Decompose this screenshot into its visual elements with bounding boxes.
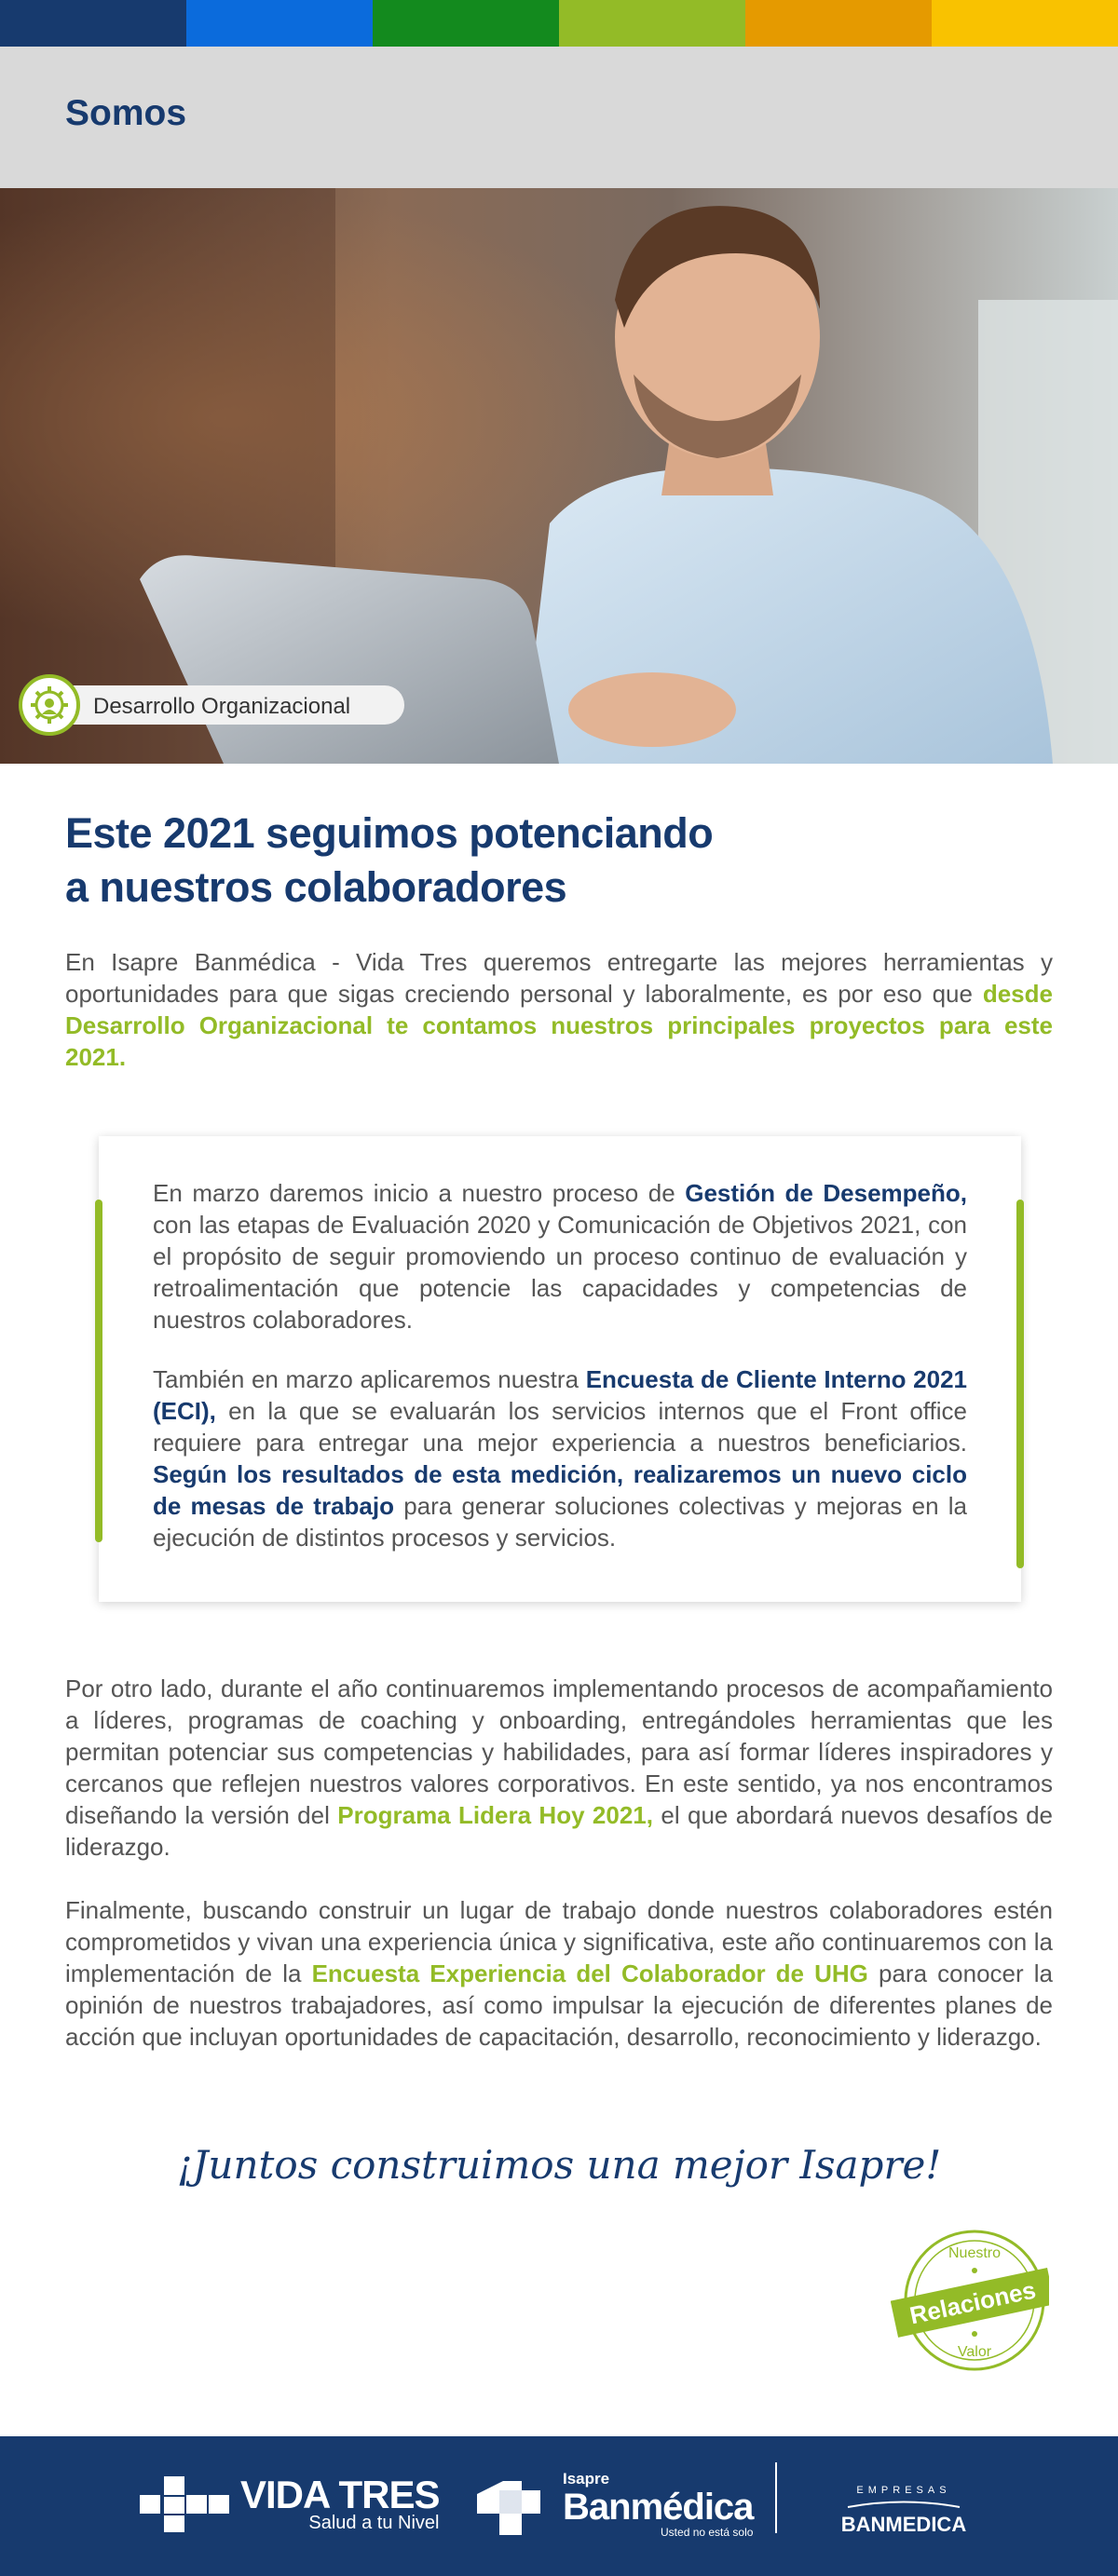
- intro-text: En Isapre Banmédica - Vida Tres queremos entregarte las mejores herramientas y oportunidades para que sigas creciendo personal y laboralmente, es por eso que: [65, 948, 1053, 1008]
- highlight-span: Según los resultados de esta medición, realizaremos un nuevo ciclo de mesas de trabajo: [153, 1460, 967, 1520]
- card-accent-left: [95, 1200, 102, 1542]
- banmedica-tagline: Usted no está solo: [661, 2526, 754, 2539]
- card-accent-right: [1016, 1200, 1024, 1568]
- stamp-bottom-text: Valor: [957, 2344, 992, 2360]
- section-header: [0, 47, 1118, 188]
- section-title: Somos: [65, 93, 187, 133]
- vidatres-logo: [140, 2472, 439, 2537]
- text-span: el que abordará nuevos desafíos de liderazgo.: [65, 1801, 1054, 1861]
- highlight-span: Gestión de Desempeño,: [685, 1179, 967, 1207]
- hero-image: [0, 188, 1118, 764]
- intro-highlight: desde Desarrollo Organizacional te contamos nuestros principales proyectos para este 2021.: [65, 980, 1053, 1071]
- vidatres-name: VIDA TRES: [240, 2473, 440, 2516]
- text-span: Finalmente, buscando construir un lugar de trabajo donde nuestros colaboradores estén comprometidos y vivan una experiencia única y significativa, este año continuaremos con la implementación de la: [65, 1896, 1053, 1987]
- stamp-top-text: Nuestro: [948, 2245, 1002, 2261]
- text-span: para generar soluciones colectivas y mejoras en la ejecución de distintos procesos y servicios.: [153, 1492, 967, 1552]
- stamp-middle-text: Relaciones: [907, 2275, 1039, 2330]
- swoosh-icon: [838, 2499, 969, 2508]
- banmedica-name: Banmédica: [563, 2487, 754, 2528]
- highlight-card: [99, 1136, 1021, 1602]
- color-segment: [745, 0, 932, 47]
- card-paragraph-2: [153, 1363, 967, 1553]
- top-color-bar: [0, 0, 1118, 47]
- banmedica-logo: [466, 2462, 753, 2546]
- color-segment: [932, 0, 1118, 47]
- footer-divider: [775, 2462, 777, 2533]
- body-paragraph-1: [65, 1673, 1053, 1863]
- empresas-name: BANMEDICA: [840, 2513, 967, 2536]
- highlight-span: Programa Lidera Hoy 2021,: [337, 1801, 653, 1829]
- badge-label: Desarrollo Organizacional: [93, 694, 351, 719]
- color-segment: [559, 0, 745, 47]
- footer: [0, 2436, 1118, 2576]
- text-span: En marzo daremos inicio a nuestro proceso de: [153, 1179, 686, 1207]
- text-span: en la que se evaluarán los servicios internos que el Front office requiere para entregar una mejor experiencia a nuestros beneficiarios.: [153, 1397, 967, 1457]
- slogan: ¡Juntos construimos una mejor Isapre!: [176, 2142, 942, 2188]
- text-span: Por otro lado, durante el año continuaremos implementando procesos de acompañamiento a líderes, programas de coaching y onboarding, entregándoles herramientas que les permitan potenciar sus competencias y habilidades, para así formar líderes inspiradores y cercanos que reflejen nuestros valores corporativos. En este sentido, ya nos encontramos diseñando la versión del: [65, 1674, 1053, 1829]
- gear-head-icon: [19, 674, 80, 736]
- text-span: para conocer la opinión de nuestros trabajadores, así como impulsar la ejecución de diferentes planes de acción que incluyan oportunidades de capacitación, desarrollo, reconocimiento y liderazgo.: [65, 1959, 1053, 2051]
- banmedica-small: Isapre: [563, 2470, 610, 2488]
- text-span: También en marzo aplicaremos nuestra: [153, 1365, 586, 1393]
- text-span: con las etapas de Evaluación 2020 y Comunicación de Objetivos 2021, con el propósito de seguir promoviendo un proceso continuo de evaluación y retroalimentación que potencie las capacidades y competencias de nuestros colaboradores.: [153, 1211, 967, 1334]
- vidatres-cross-icon: [140, 2476, 229, 2532]
- values-stamp: [891, 2226, 1049, 2375]
- banmedica-cross-icon: [466, 2462, 555, 2546]
- body-paragraph-2: [65, 1894, 1053, 2053]
- gear-head-icon-svg: [29, 685, 70, 725]
- empresas-banmedica-logo: [811, 2485, 997, 2537]
- card-paragraph-1: [153, 1177, 967, 1335]
- vidatres-tagline: Salud a tu Nivel: [308, 2513, 440, 2533]
- highlight-span: Encuesta Experiencia del Colaborador de UHG: [311, 1959, 868, 1987]
- intro-paragraph: [65, 946, 1053, 1073]
- color-segment: [186, 0, 373, 47]
- title-line-1: Este 2021 seguimos potenciando: [65, 809, 714, 857]
- color-segment: [0, 0, 186, 47]
- empresas-label: EMPRESAS: [856, 2485, 951, 2496]
- article-title: [65, 807, 713, 915]
- highlight-span: Encuesta de Cliente Interno 2021 (ECI),: [153, 1365, 967, 1425]
- hero-photo-illustration: [0, 188, 1118, 764]
- stamp-svg: [891, 2226, 1049, 2375]
- color-segment: [373, 0, 559, 47]
- title-line-2: a nuestros colaboradores: [65, 863, 567, 911]
